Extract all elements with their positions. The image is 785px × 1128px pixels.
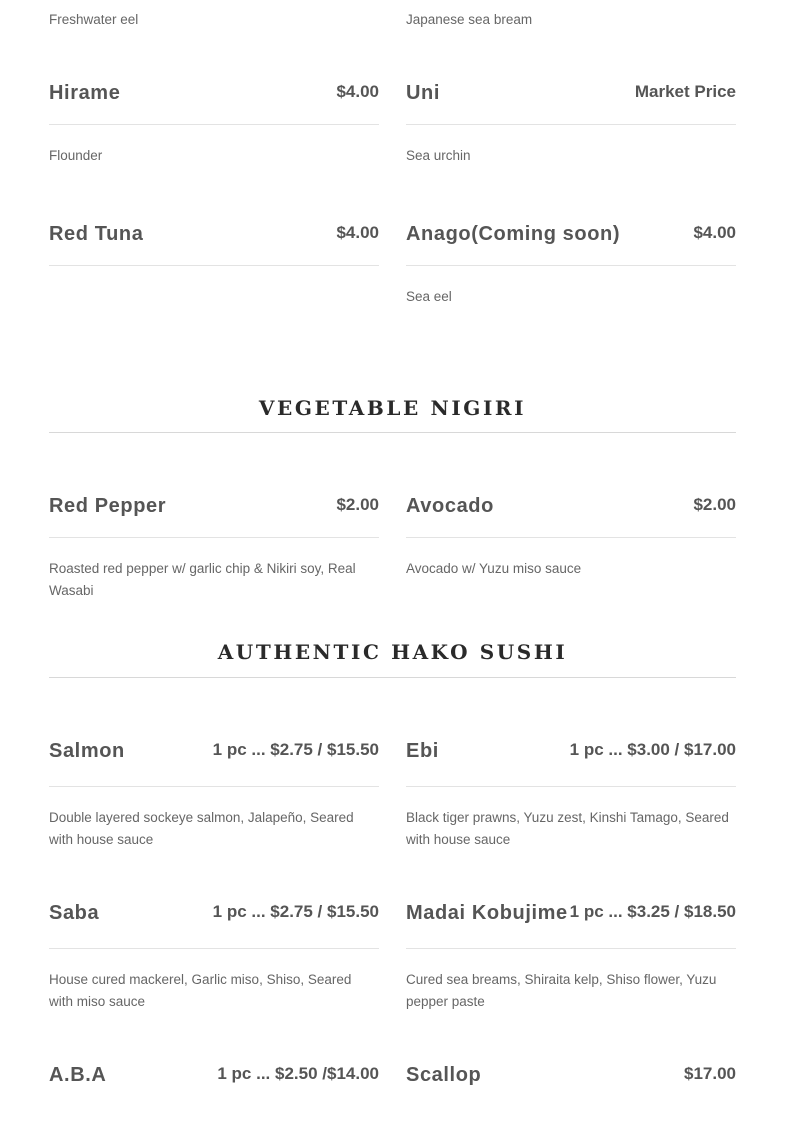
- item-price: 1 pc ... $2.50 /$14.00: [217, 1064, 379, 1083]
- menu-item: [49, 1034, 379, 1094]
- menu-item: [406, 872, 736, 1034]
- item-price: $4.00: [336, 82, 379, 101]
- menu-grid-vegetable: [49, 465, 736, 598]
- item-header: [49, 872, 379, 949]
- item-price: Market Price: [634, 82, 736, 101]
- item-description: House cured mackerel, Garlic miso, Shiso, Seared with miso sauce: [49, 972, 352, 1009]
- item-header: [49, 193, 379, 266]
- item-price: 1 pc ... $3.00 / $17.00: [569, 740, 736, 759]
- item-price: 1 pc ... $3.25 / $18.50: [569, 902, 736, 921]
- menu-item: [49, 872, 379, 1034]
- menu-grid-hako: [49, 710, 736, 1094]
- item-description: Flounder: [49, 148, 103, 163]
- item-name: Anago(Coming soon): [406, 223, 621, 245]
- item-description: Avocado w/ Yuzu miso sauce: [406, 561, 582, 576]
- item-price: $2.00: [336, 495, 379, 514]
- item-name: Madai Kobujime: [406, 902, 568, 924]
- item-header: [406, 465, 736, 538]
- item-header: [406, 710, 736, 787]
- item-price: 1 pc ... $2.75 / $15.50: [212, 902, 379, 921]
- item-header: [406, 193, 736, 266]
- item-header: [49, 52, 379, 125]
- item-description: Sea eel: [406, 289, 452, 304]
- item-header: [406, 52, 736, 125]
- item-description: Cured sea breams, Shiraita kelp, Shiso flower, Yuzu pepper paste: [406, 972, 717, 1009]
- menu-item: [406, 465, 736, 585]
- item-description: Freshwater eel: [49, 12, 139, 27]
- menu-item: [406, 52, 736, 193]
- item-header: [406, 872, 736, 949]
- menu-grid-top: [49, 0, 736, 52]
- item-name: Ebi: [406, 740, 439, 762]
- menu-item: [49, 465, 379, 598]
- menu-item-desc: [406, 0, 736, 52]
- item-description: Sea urchin: [406, 148, 471, 163]
- menu-item: [49, 710, 379, 872]
- section-title-hako: AUTHENTIC HAKO SUSHI: [49, 585, 736, 678]
- menu-item-desc: [49, 0, 379, 52]
- item-price: $4.00: [336, 223, 379, 242]
- item-price: $4.00: [693, 223, 736, 242]
- item-description: Black tiger prawns, Yuzu zest, Kinshi Tamago, Seared with house sauce: [406, 810, 729, 847]
- menu-item: [406, 193, 736, 334]
- item-description: Roasted red pepper w/ garlic chip & Nikiri soy, Real Wasabi: [49, 561, 356, 598]
- item-name: Scallop: [406, 1064, 482, 1086]
- menu-page: [49, 0, 736, 1094]
- item-name: A.B.A: [49, 1064, 107, 1086]
- menu-item: [49, 193, 379, 334]
- item-name: Uni: [406, 82, 441, 104]
- menu-grid-fish: [49, 52, 736, 334]
- item-name: Saba: [49, 902, 100, 924]
- item-description: Double layered sockeye salmon, Jalapeño, Seared with house sauce: [49, 810, 354, 847]
- item-name: Salmon: [49, 740, 125, 762]
- menu-item: [406, 710, 736, 872]
- item-header: [49, 465, 379, 538]
- item-header: [49, 710, 379, 787]
- item-name: Red Pepper: [49, 495, 167, 517]
- item-header: [406, 1034, 736, 1094]
- item-header: [49, 1034, 379, 1094]
- item-description: Japanese sea bream: [406, 12, 533, 27]
- item-price: $17.00: [684, 1064, 736, 1083]
- item-name: Avocado: [406, 495, 494, 517]
- menu-item: [406, 1034, 736, 1094]
- item-price: $2.00: [693, 495, 736, 514]
- item-name: Red Tuna: [49, 223, 144, 245]
- item-price: 1 pc ... $2.75 / $15.50: [212, 740, 379, 759]
- section-title-vegetable: VEGETABLE NIGIRI: [49, 334, 736, 433]
- item-name: Hirame: [49, 82, 121, 104]
- menu-item: [49, 52, 379, 193]
